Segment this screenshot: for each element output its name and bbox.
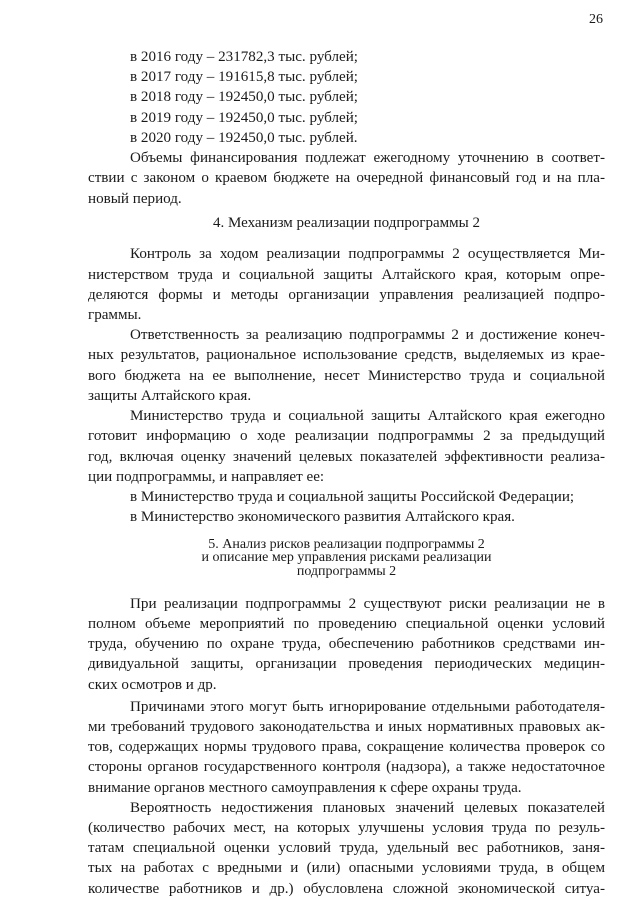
text-line: Объемы финансирования подлежат ежегодному уточнению в соответ- <box>130 150 605 167</box>
text-line: нистерством труда и социальной защиты Алтайского края, которым опре- <box>88 266 605 283</box>
text-line: защиты Алтайского края. <box>88 387 252 404</box>
text-line: Причинами этого могут быть игнорирование отдельными работодателя- <box>130 698 605 715</box>
text-line: количестве работников и др.) обусловлена сложной экономической ситуа- <box>88 880 605 897</box>
text-line: дивидуальной защиты, организации проведения периодических медицин- <box>88 656 605 673</box>
text-line: стороны органов государственного контроля (надзора), а также недостаточное <box>88 759 605 776</box>
funding-line: в 2019 году – 192450,0 тыс. рублей; <box>130 109 358 126</box>
page-number: 26 <box>589 12 603 27</box>
heading-line: 5. Анализ рисков реализации подпрограммы 2 <box>208 537 485 552</box>
text-line: ных результатов, рациональное использование средств, выделяемых из крае- <box>88 347 605 364</box>
text-line: внимание органов местного самоуправления к сфере охраны труда. <box>88 779 522 796</box>
text-line: полном объеме мероприятий по проведению специальной оценки условий <box>88 615 605 632</box>
text-line: Вероятность недостижения плановых значений целевых показателей <box>130 799 605 816</box>
text-line: Ответственность за реализацию подпрограммы 2 и достижение конеч- <box>130 327 605 344</box>
text-line: тов, содержащих нормы трудового права, сокращение количества проверок со <box>88 739 605 756</box>
text-line: ции подпрограммы, и направляет ее: <box>88 468 325 485</box>
heading-line: подпрограммы 2 <box>296 563 397 579</box>
funding-line: в 2018 году – 192450,0 тыс. рублей; <box>130 89 358 106</box>
funding-line: в 2016 году – 231782,3 тыс. рублей; <box>130 49 358 65</box>
text-line: ствии с законом о краевом бюджете на очередной финансовый год и на пла- <box>88 170 605 187</box>
text-line: деляются формы и методы организации управления реализацией подпро- <box>88 286 605 303</box>
text-line: (количество рабочих мест, на которых улучшены условия труда по резуль- <box>88 820 605 836</box>
text-line: труда, обучению по охране труда, обеспечению работников средствами ин- <box>88 636 605 653</box>
funding-line: в 2017 году – 191615,8 тыс. рублей; <box>130 69 358 86</box>
funding-line: в 2020 году – 192450,0 тыс. рублей. <box>130 129 358 146</box>
text-line: Контроль за ходом реализации подпрограммы 2 осуществляется Ми- <box>130 246 605 263</box>
text-line: вого бюджета на ее выполнение, несет Министерство труда и социальной <box>88 367 605 384</box>
text-line: граммы. <box>88 307 142 323</box>
text-line: Министерство труда и социальной защиты Алтайского края ежегодно <box>130 408 605 424</box>
text-line: При реализации подпрограммы 2 существуют риски реализации не в <box>130 595 605 612</box>
text-line: тых на работах с вредными и (или) опасными условиями труда, в общем <box>88 860 605 877</box>
text-line: ских осмотров и др. <box>88 676 217 693</box>
recipient-line: в Министерство экономического развития Алтайского края. <box>130 509 515 526</box>
section-4-heading: 4. Механизм реализации подпрограммы 2 <box>212 214 480 231</box>
text-line: новый период. <box>88 190 182 207</box>
text-line: год, включая оценку значений целевых показателей эффективности реализа- <box>88 448 605 465</box>
heading-line: и описание мер управления рисками реализации <box>201 550 492 566</box>
text-line: татам специальной оценки условий труда, удельный вес работников, заня- <box>88 840 605 857</box>
text-line: ми требований трудового законодательства и иных нормативных правовых ак- <box>88 718 605 735</box>
recipient-line: в Министерство труда и социальной защиты Российской Федерации; <box>130 488 575 505</box>
text-line: готовит информацию о ходе реализации подпрограммы 2 за предыдущий <box>88 428 605 445</box>
